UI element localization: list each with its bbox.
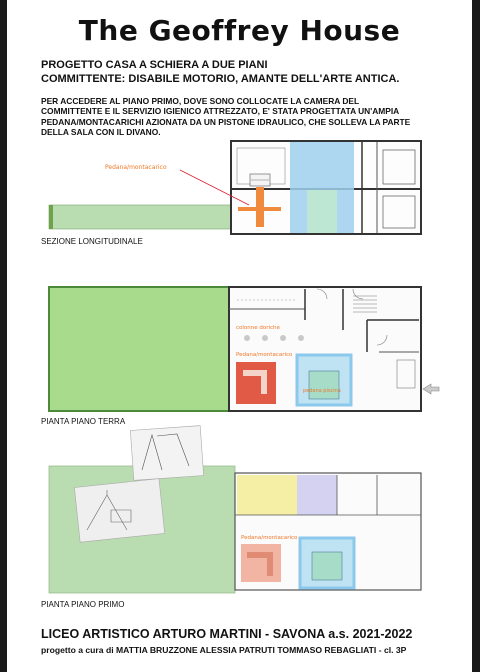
school-footer: LICEO ARTISTICO ARTURO MARTINI - SAVONA a.s. 2021-2022	[41, 627, 413, 641]
project-subtitle: PROGETTO CASA A SCHIERA A DUE PIANI	[41, 59, 268, 71]
first-bathroom	[297, 475, 337, 515]
section-platform-note: Pedana/montacarico	[105, 164, 167, 171]
ground-columns-note: colonne doriche	[236, 325, 280, 331]
poster-title: The Geoffrey House	[78, 14, 401, 47]
poster-page	[7, 0, 472, 672]
first-floor-label: PIANTA PIANO PRIMO	[41, 600, 125, 609]
ground-pool-note: pedana piscina	[303, 388, 341, 394]
first-floor-plan-drawing	[7, 0, 472, 672]
first-platform-note: Pedana/montacarico	[241, 535, 298, 541]
first-bedroom	[237, 475, 297, 515]
section-label: SEZIONE LONGITUDINALE	[41, 237, 143, 246]
project-description: PER ACCEDERE AL PIANO PRIMO, DOVE SONO COLLOCATE LA CAMERA DEL COMMITTENTE E IL SERVIZIO IGIENICO ATTREZZATO, E' STATA PROGETTATA UN'AMPIA PEDANA/MONTACARICHI AZIONATA DA UN PISTONE IDRAULICO, CHE SOLLEVA LA PARTE DELLA SALA CON IL DIVANO.	[41, 96, 411, 138]
client-subtitle: COMMITTENTE: DISABILE MOTORIO, AMANTE DELL'ARTE ANTICA.	[41, 73, 400, 85]
ground-floor-label: PIANTA PIANO TERRA	[41, 417, 126, 426]
credits-footer: progetto a cura di MATTIA BRUZZONE ALESSIA PATRUTI TOMMASO REBAGLIATI - cl. 3P	[41, 645, 407, 655]
ground-platform-note: Pedana/montacarico	[236, 352, 293, 358]
first-lift-platform	[241, 544, 281, 582]
